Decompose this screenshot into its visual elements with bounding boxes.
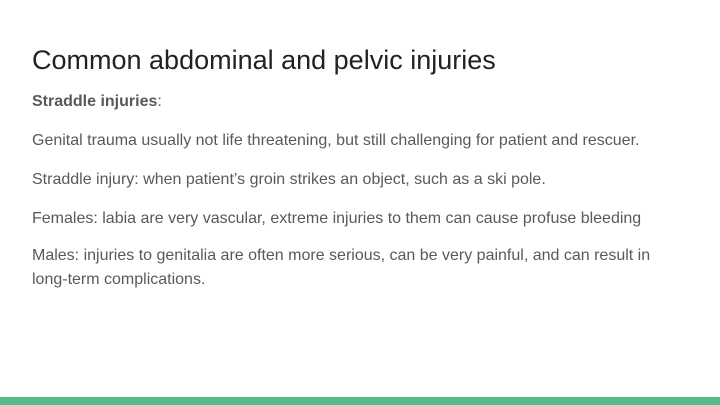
slide-body (32, 90, 672, 307)
subheading (32, 90, 672, 114)
paragraph-straddle-injury: Straddle injury: when patient’s groin strikes an object, such as a ski pole. (32, 171, 546, 188)
slide-title: Common abdominal and pelvic injuries (32, 45, 496, 75)
subheading-label: Straddle injuries (32, 93, 158, 110)
paragraph-genital-trauma: Genital trauma usually not life threatening, but still challenging for patient and rescuer. (32, 132, 640, 149)
subheading-suffix: : (157, 93, 162, 110)
paragraph-males: Males: injuries to genitalia are often more serious, can be very painful, and can result in long-term complications. (32, 247, 651, 288)
paragraph-females: Females: labia are very vascular, extreme injuries to them can cause profuse bleeding (32, 210, 642, 227)
accent-bar (0, 397, 720, 405)
